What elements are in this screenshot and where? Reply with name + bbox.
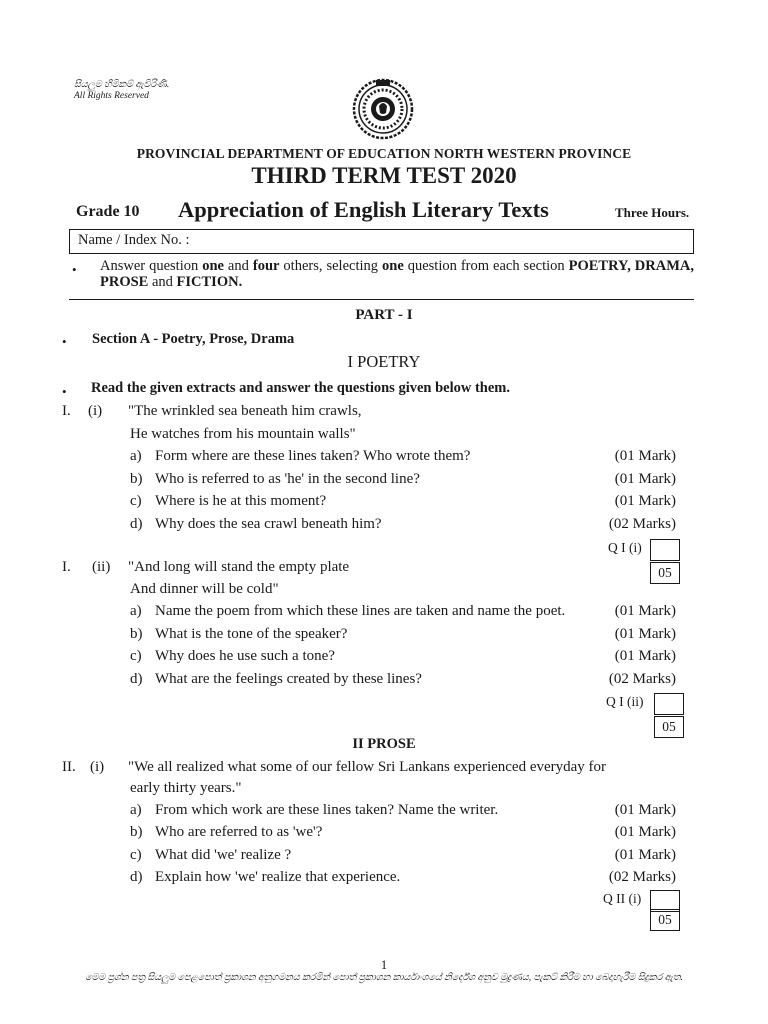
- question-item: Where is he at this moment?: [155, 493, 327, 509]
- rights-sinhala: සියලුම හිමිකම් ඇවිරිණි.: [74, 80, 170, 90]
- item-letter: c): [130, 493, 142, 509]
- item-letter: a): [130, 603, 142, 619]
- part-title: PART - I: [355, 307, 413, 323]
- mark-label: (01 Mark): [614, 847, 676, 863]
- question-item: Who is referred to as 'he' in the second line?: [155, 471, 420, 487]
- mark-label: (01 Mark): [614, 603, 676, 619]
- page-number: 1: [380, 957, 388, 972]
- score-total: 05: [650, 909, 680, 931]
- item-letter: c): [130, 847, 142, 863]
- mark-label: (01 Mark): [614, 648, 676, 664]
- mark-label: (01 Mark): [614, 824, 676, 840]
- question-subnumber: (i): [88, 403, 103, 419]
- mark-label: (02 Marks): [608, 671, 676, 687]
- extract-line: early thirty years.": [130, 780, 242, 796]
- provincial-emblem-icon: [352, 78, 414, 140]
- item-letter: d): [130, 671, 143, 687]
- item-letter: a): [130, 802, 142, 818]
- question-item: Explain how 'we' realize that experience.: [155, 869, 401, 885]
- question-item: Who are referred to as 'we'?: [155, 824, 323, 840]
- item-letter: c): [130, 648, 142, 664]
- score-input-box[interactable]: [654, 693, 684, 715]
- instruction-text: Answer question one and four others, selecting one question from each section POETRY, DRAMA, PROSE and FICTION.: [100, 258, 694, 290]
- question-item: Form where are these lines taken? Who wrote them?: [155, 448, 471, 464]
- divider: [69, 299, 694, 300]
- item-letter: d): [130, 869, 143, 885]
- question-number: I.: [62, 559, 71, 575]
- question-subnumber: (ii): [92, 559, 111, 575]
- prose-heading: II PROSE: [352, 736, 416, 752]
- mark-label: (01 Mark): [614, 626, 676, 642]
- question-subnumber: (i): [90, 759, 105, 775]
- question-item: What is the tone of the speaker?: [155, 626, 348, 642]
- question-number: I.: [62, 403, 71, 419]
- grade-label: Grade 10: [76, 203, 140, 220]
- score-label: Q II (i): [603, 891, 642, 906]
- score-label: Q I (i): [608, 540, 642, 555]
- mark-label: (01 Mark): [614, 471, 676, 487]
- read-instruction: Read the given extracts and answer the questions given below them.: [91, 380, 511, 396]
- item-letter: a): [130, 448, 142, 464]
- subject-title: Appreciation of English Literary Texts: [178, 197, 549, 222]
- mark-label: (01 Mark): [614, 493, 676, 509]
- mark-label: (02 Marks): [608, 869, 676, 885]
- question-item: Name the poem from which these lines are taken and name the poet.: [155, 603, 566, 619]
- copyright-notice: මෙම ප්‍රශ්න පත්‍ර සියලුම පෙළපොත් ප්‍රකාශන අනුගමනය කරමින් පොත් ප්‍රකාශන කාර්යාංශයේ නිර්දේශ අනුව මුද්‍රණය, පැකට් කිරීම හා බෙදාහැරීම සිදුකර ඇත.: [85, 973, 683, 983]
- item-letter: d): [130, 516, 143, 532]
- mark-label: (01 Mark): [614, 448, 676, 464]
- mark-label: (02 Marks): [608, 516, 676, 532]
- name-index-label: Name / Index No. :: [78, 232, 190, 248]
- question-item: From which work are these lines taken? Name the writer.: [155, 802, 499, 818]
- rights-reserved: [74, 80, 169, 102]
- item-letter: b): [130, 824, 143, 840]
- extract-line: "We all realized what some of our fellow Sri Lankans experienced everyday for: [128, 759, 607, 775]
- question-item: What did 'we' realize ?: [155, 847, 292, 863]
- mark-label: (01 Mark): [614, 802, 676, 818]
- test-title: THIRD TERM TEST 2020: [251, 163, 517, 188]
- question-item: Why does the sea crawl beneath him?: [155, 516, 382, 532]
- rights-english: All Rights Reserved: [74, 91, 149, 101]
- section-bullet: •: [62, 334, 67, 349]
- score-total: 05: [654, 716, 684, 738]
- item-letter: b): [130, 471, 143, 487]
- extract-line: He watches from his mountain walls": [130, 426, 356, 442]
- duration-label: Three Hours.: [615, 205, 690, 220]
- question-item: What are the feelings created by these lines?: [155, 671, 422, 687]
- extract-line: "The wrinkled sea beneath him crawls,: [128, 403, 362, 419]
- read-bullet: •: [62, 384, 67, 399]
- score-total: 05: [650, 562, 680, 584]
- extract-line: And dinner will be cold": [130, 581, 279, 597]
- extract-line: "And long will stand the empty plate: [128, 559, 350, 575]
- question-number: II.: [62, 759, 76, 775]
- score-label: Q I (ii): [606, 694, 644, 709]
- item-letter: b): [130, 626, 143, 642]
- poetry-heading: I POETRY: [347, 352, 421, 371]
- section-title: Section A - Poetry, Prose, Drama: [92, 331, 295, 347]
- department-name: PROVINCIAL DEPARTMENT OF EDUCATION NORTH WESTERN PROVINCE: [136, 146, 632, 161]
- name-index-field[interactable]: [69, 229, 694, 254]
- instruction-bullet: •: [72, 262, 77, 277]
- question-item: Why does he use such a tone?: [155, 648, 335, 664]
- score-input-box[interactable]: [650, 539, 680, 561]
